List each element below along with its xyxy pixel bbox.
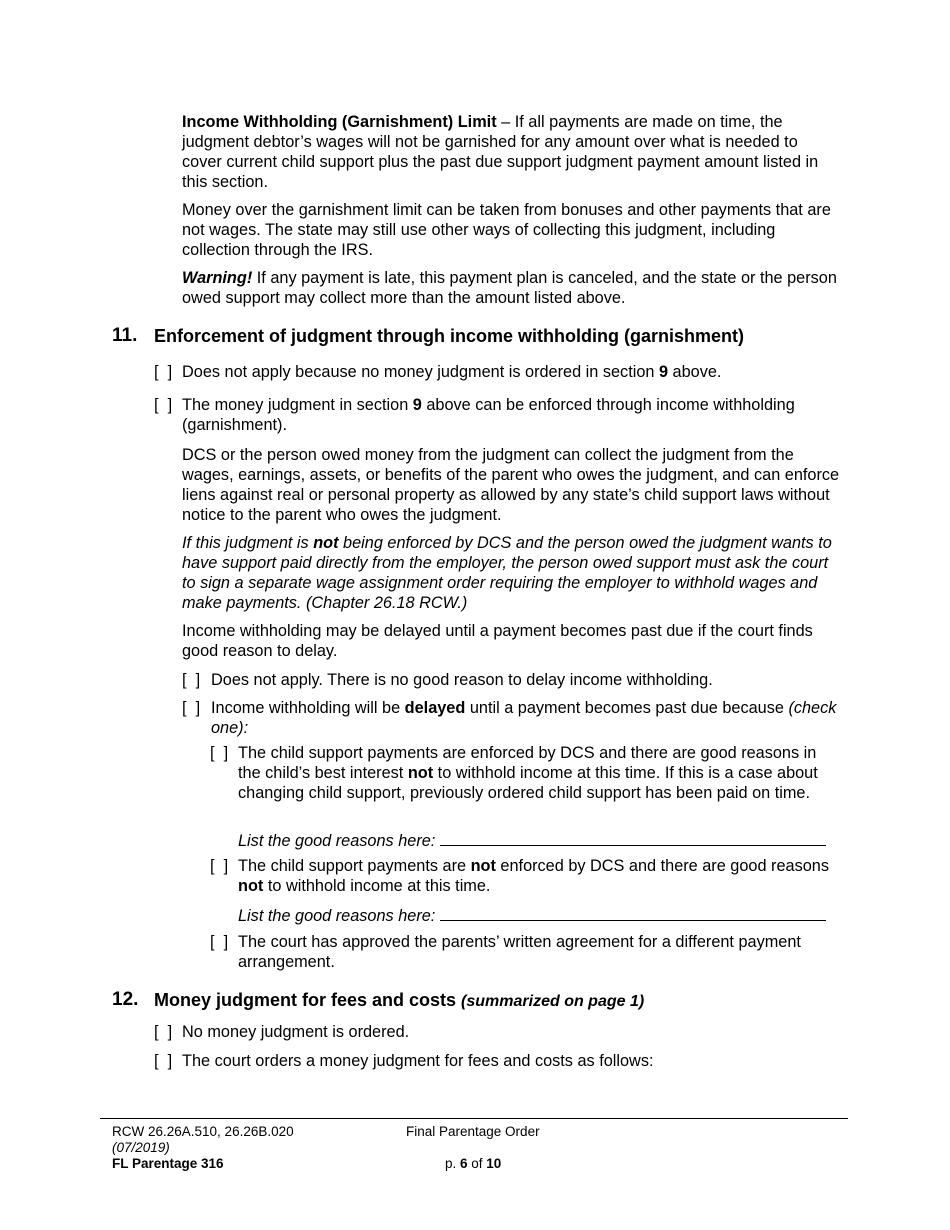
option-12-no-judgment: No money judgment is ordered. xyxy=(182,1023,410,1041)
checkbox-11-does-not-apply[interactable]: [ ] xyxy=(154,363,173,381)
section-12-title: Money judgment for fees and costs (summarized on page 1) xyxy=(154,990,645,1010)
reasons-label-1: List the good reasons here: xyxy=(238,832,436,850)
option-sub-agreement: The court has approved the parents’ written agreement for a different payment arrangement. xyxy=(238,933,801,971)
footer-form-title: Final Parentage Order xyxy=(406,1124,540,1139)
checkbox-delay-does-not-apply[interactable]: [ ] xyxy=(182,671,201,689)
checkbox-11-enforced[interactable]: [ ] xyxy=(154,396,173,414)
garnishment-limit-paragraph: Income Withholding (Garnishment) Limit – If all payments are made on time, the judgment debtor’s wages will not be garnished for any amount over what is needed to cover current child support plus the past due support judgment payment amount listed in this section. xyxy=(182,113,819,191)
footer-rcw: RCW 26.26A.510, 26.26B.020 xyxy=(112,1124,294,1139)
option-sub-dcs-reasons: The child support payments are enforced by DCS and there are good reasons in the child’s best interest not to withhold income at this time. If this is a case about changing child support, previously ordered child support has been paid on time. xyxy=(238,744,818,802)
section-11-title: Enforcement of judgment through income withholding (garnishment) xyxy=(154,326,744,346)
checkbox-12-no-judgment[interactable]: [ ] xyxy=(154,1023,173,1041)
reasons-line-2 xyxy=(238,906,838,926)
footer-form-number: FL Parentage 316 xyxy=(112,1156,224,1171)
option-12-fees-costs: The court orders a money judgment for fees and costs as follows: xyxy=(182,1052,654,1070)
checkbox-sub-not-dcs[interactable]: [ ] xyxy=(210,857,229,875)
wage-assignment-paragraph: If this judgment is not being enforced by DCS and the person owed the judgment wants to have support paid directly from the employer, the person owed support must ask the court to sign a separate wage assignment order requiring the employer to withhold wages and make payments. (Chapter 26.18 RCW.) xyxy=(182,534,832,612)
dcs-collection-paragraph: DCS or the person owed money from the judgment can collect the judgment from the wages, earnings, assets, or benefits of the parent who owes the judgment, and can enforce liens against real or personal property as allowed by any state’s child support laws without notice to the parent who owes the judgment. xyxy=(182,446,840,524)
checkbox-sub-dcs-reasons[interactable]: [ ] xyxy=(210,744,229,762)
section-12-number: 12. xyxy=(112,989,139,1010)
reasons-line-1 xyxy=(238,831,838,851)
option-11-does-not-apply: Does not apply because no money judgment is ordered in section 9 above. xyxy=(182,363,722,381)
section-11-number: 11. xyxy=(112,325,138,346)
reasons-label-2: List the good reasons here: xyxy=(238,907,436,925)
reasons-input-1[interactable] xyxy=(440,831,826,846)
option-delay-does-not-apply: Does not apply. There is no good reason to delay income withholding. xyxy=(211,671,713,689)
checkbox-sub-agreement[interactable]: [ ] xyxy=(210,933,229,951)
delay-paragraph: Income withholding may be delayed until a payment becomes past due if the court finds good reason to delay. xyxy=(182,622,813,660)
checkbox-delay-delayed[interactable]: [ ] xyxy=(182,699,201,717)
warning-paragraph: Warning! If any payment is late, this payment plan is canceled, and the state or the person owed support may collect more than the amount listed above. xyxy=(182,269,837,307)
option-sub-not-dcs: The child support payments are not enforced by DCS and there are good reasons not to withhold income at this time. xyxy=(238,857,829,895)
reasons-input-2[interactable] xyxy=(440,906,826,921)
warning-label: Warning! xyxy=(182,269,253,287)
option-delay-delayed: Income withholding will be delayed until a payment becomes past due because (check one): xyxy=(211,699,837,737)
footer-date: (07/2019) xyxy=(112,1140,170,1155)
checkbox-12-fees-costs[interactable]: [ ] xyxy=(154,1052,173,1070)
footer-page-number: p. 6 of 10 xyxy=(445,1156,502,1171)
garnishment-limit-heading: Income Withholding (Garnishment) Limit xyxy=(182,113,497,131)
garnishment-limit-note: Money over the garnishment limit can be taken from bonuses and other payments that are not wages. The state may still use other ways of collecting this judgment, including collection through the IRS. xyxy=(182,201,831,259)
footer-divider xyxy=(100,1118,848,1119)
option-11-enforced: The money judgment in section 9 above can be enforced through income withholding (garnishment). xyxy=(182,396,795,434)
